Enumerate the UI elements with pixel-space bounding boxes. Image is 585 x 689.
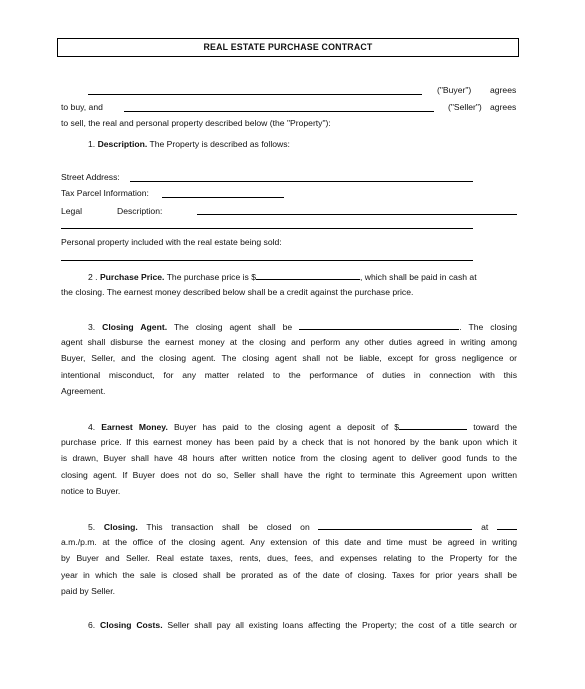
section-4-line-3: is drawn, Buyer shall have 48 hours after written notice from the closing agent to deliver good funds to the xyxy=(61,453,517,463)
section-1-heading xyxy=(88,139,290,150)
document-title: REAL ESTATE PURCHASE CONTRACT xyxy=(57,38,519,57)
section-text: The Property is described as follows: xyxy=(149,139,290,149)
section-text: Seller shall pay all existing loans affecting the Property; the cost of a title search or xyxy=(167,620,518,630)
section-3-line-4: intentional misconduct, for any matter related to the performance of duties in connection with this xyxy=(61,370,517,380)
section-3-line-1 xyxy=(88,320,517,333)
section-3-line-3: Buyer, Seller, and the closing agent. The closing agent shall not be liable, except for gross negligence or xyxy=(61,353,517,363)
closing-agent-blank[interactable] xyxy=(299,320,459,330)
street-address-blank[interactable] xyxy=(130,181,473,182)
seller-name-blank[interactable] xyxy=(124,111,434,112)
section-4-line-2: purchase price. If this earnest money has been paid by a check that is not honored by the bank upon which it xyxy=(61,437,517,447)
section-4-line-1 xyxy=(88,420,517,433)
section-4-line-4: closing agent. If Buyer does not do so, Seller shall have the right to terminate this Agreement upon written xyxy=(61,470,517,480)
section-5-line-3: by Buyer and Seller. Real estate taxes, rents, dues, fees, and expenses relating to the Property for the xyxy=(61,553,517,563)
section-4-line-5: notice to Buyer. xyxy=(61,486,121,496)
legal-description-blank-2[interactable] xyxy=(61,228,473,229)
personal-property-label: Personal property included with the real estate being sold: xyxy=(61,237,282,247)
buyer-name-blank[interactable] xyxy=(88,94,422,95)
section-text-b: , which shall be paid in cash at xyxy=(360,272,477,282)
section-2-line-2: the closing. The earnest money described below shall be a credit against the purchase price. xyxy=(61,287,414,297)
closing-time-blank[interactable] xyxy=(497,520,517,530)
tax-parcel-blank[interactable] xyxy=(162,197,284,198)
section-number: 6. xyxy=(88,620,96,630)
section-5-line-5: paid by Seller. xyxy=(61,586,115,596)
section-5-line-2: a.m./p.m. at the office of the closing agent. Any extension of this date and time must be agreed in writing xyxy=(61,537,517,547)
section-5-line-4: year in which the sale is closed shall be prorated as of the date of closing. Taxes for prior years shall be xyxy=(61,570,517,580)
section-number: 4. xyxy=(88,422,96,432)
intro-line-3: to sell, the real and personal property described below (the "Property"): xyxy=(61,118,331,128)
description-label: Description: xyxy=(117,206,163,216)
section-number: 3. xyxy=(88,322,96,332)
legal-description-blank[interactable] xyxy=(197,214,517,215)
section-3-line-5: Agreement. xyxy=(61,386,106,396)
agrees-text-2: agrees xyxy=(490,102,517,112)
section-6-line-1 xyxy=(88,620,517,631)
buyer-tag: ("Buyer") xyxy=(437,85,472,95)
section-title: Description. xyxy=(97,139,148,149)
section-text: Buyer has paid to the closing agent a deposit of $ xyxy=(173,422,400,432)
at-text: at xyxy=(481,522,489,532)
section-2-line-1 xyxy=(88,270,477,283)
section-number: 1. xyxy=(88,139,96,149)
section-title: Closing Costs. xyxy=(100,620,163,630)
section-text-b: . The closing xyxy=(459,322,517,332)
section-title: Earnest Money. xyxy=(101,422,168,432)
section-text: The closing agent shall be xyxy=(173,322,293,332)
to-buy-and: to buy, and xyxy=(61,102,103,112)
section-title: Purchase Price. xyxy=(99,272,165,282)
personal-property-blank[interactable] xyxy=(61,260,473,261)
section-number: 2 . xyxy=(88,272,98,282)
section-number: 5. xyxy=(88,522,96,532)
section-title: Closing. xyxy=(103,522,138,532)
seller-tag: ("Seller") xyxy=(448,102,482,112)
section-5-line-1 xyxy=(88,520,517,533)
section-text: This transaction shall be closed on xyxy=(146,522,310,532)
legal-label: Legal xyxy=(61,206,83,216)
section-text-b: toward the xyxy=(473,422,518,432)
closing-date-blank[interactable] xyxy=(318,520,472,530)
deposit-amount-blank[interactable] xyxy=(399,420,467,430)
section-text: The purchase price is $ xyxy=(166,272,257,282)
tax-parcel-label: Tax Parcel Information: xyxy=(61,188,149,198)
street-address-label: Street Address: xyxy=(61,172,120,182)
purchase-price-blank[interactable] xyxy=(256,270,360,280)
agrees-text: agrees xyxy=(490,85,517,95)
section-3-line-2: agent shall disburse the earnest money at the closing and perform any other duties agreed in writing among xyxy=(61,337,517,347)
section-title: Closing Agent. xyxy=(102,322,168,332)
